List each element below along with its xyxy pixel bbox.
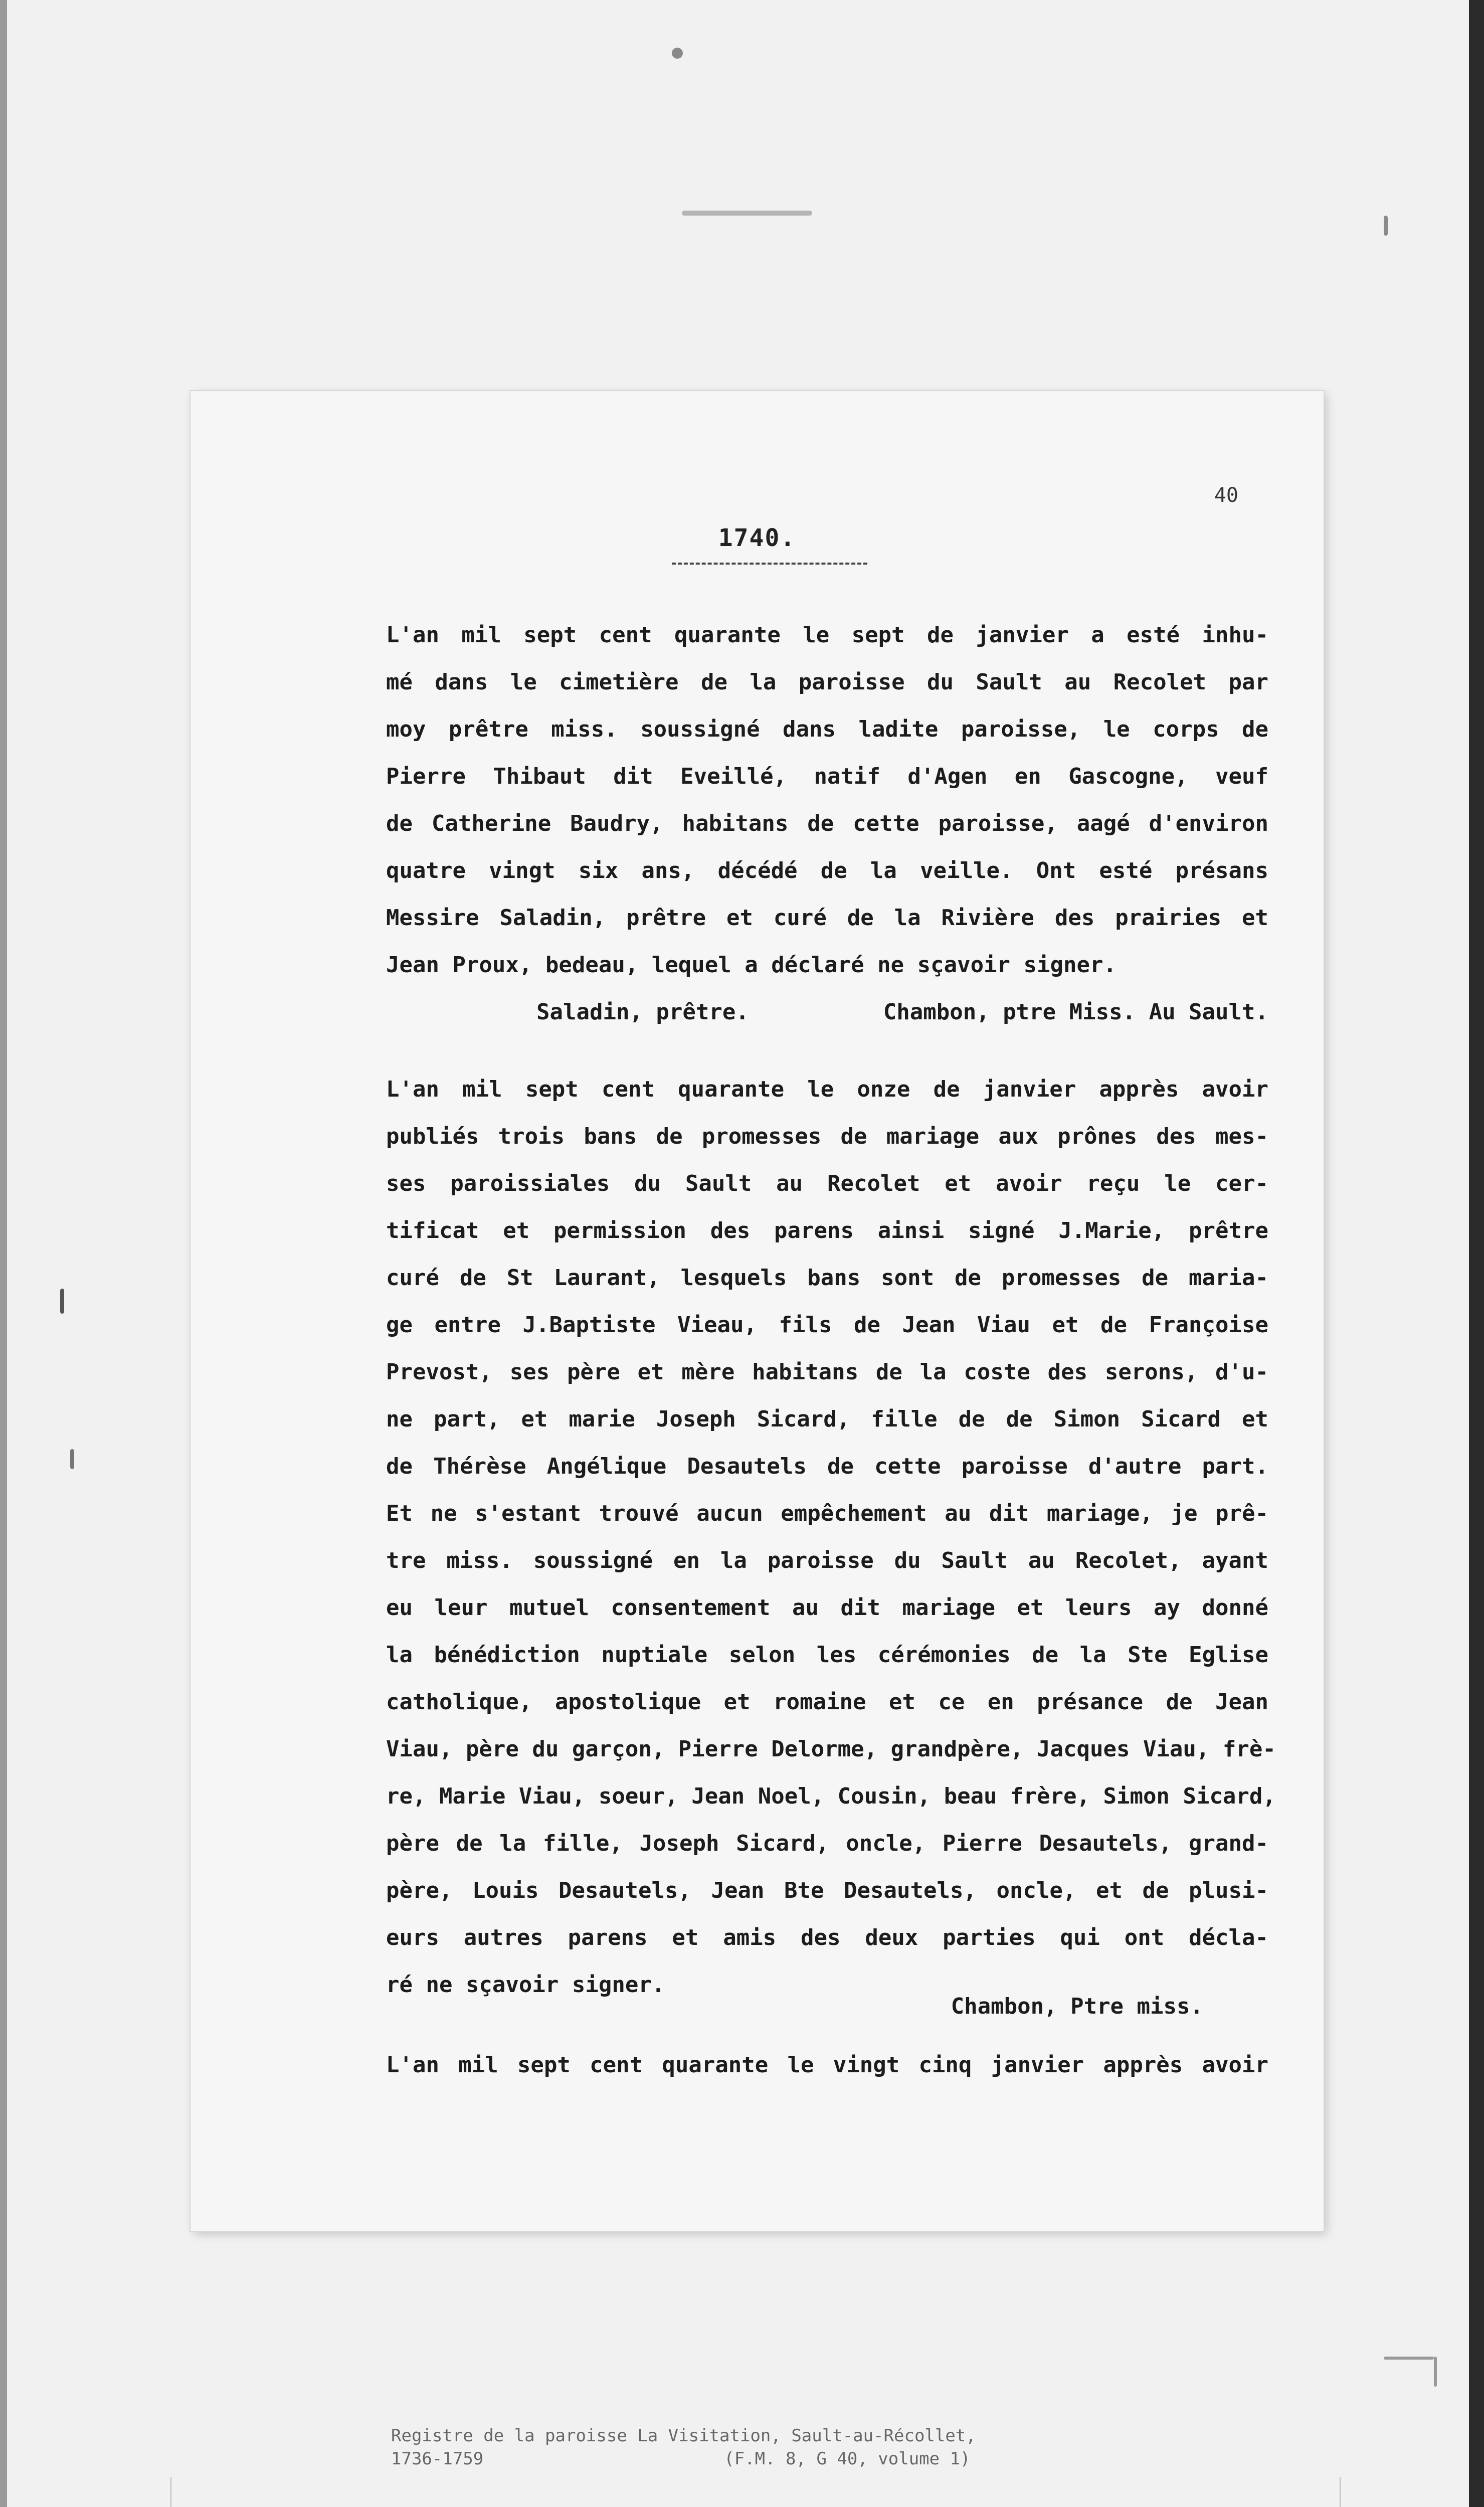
- entry-line: curé de St Laurant, lesquels bans sont de promesses de maria-: [386, 1265, 1268, 1291]
- entry-line: la bénédiction nuptiale selon les cérémonies de la Ste Eglise: [386, 1642, 1268, 1668]
- entry-line: Jean Proux, bedeau, lequel a déclaré ne sçavoir signer.: [386, 952, 1117, 978]
- source-caption: [391, 2424, 976, 2470]
- signature-row: [386, 989, 1268, 1036]
- entry-line: eurs autres parens et amis des deux parties qui ont décla-: [386, 1925, 1268, 1950]
- entry-line: Messire Saladin, prêtre et curé de la Rivière des prairies et: [386, 905, 1268, 931]
- entry-gap: [386, 1036, 1268, 1066]
- caption-line-1: Registre de la paroisse La Visitation, Sault-au-Récollet,: [391, 2426, 976, 2446]
- entry-line: ge entre J.Baptiste Vieau, fils de Jean Viau et de Françoise: [386, 1312, 1268, 1338]
- caption-reference: (F.M. 8, G 40, volume 1): [724, 2449, 971, 2469]
- entry-gap: [386, 2022, 1268, 2042]
- next-entry: [386, 2042, 1268, 2089]
- entry-line: tificat et permission des parens ainsi signé J.Marie, prêtre: [386, 1218, 1268, 1243]
- year-heading: 1740.: [718, 524, 796, 552]
- entry-line: mé dans le cimetière de la paroisse du Sault au Recolet par: [386, 669, 1268, 695]
- entry-line: de Catherine Baudry, habitans de cette paroisse, aagé d'environ: [386, 811, 1268, 836]
- entry-line: ne part, et marie Joseph Sicard, fille de de Simon Sicard et: [386, 1406, 1268, 1432]
- film-speck: [70, 1449, 74, 1469]
- caption-line-2: [391, 2447, 976, 2470]
- entry-line: L'an mil sept cent quarante le sept de janvier a esté inhu-: [386, 622, 1268, 648]
- film-speck: [1384, 2357, 1434, 2360]
- entry-line: père de la fille, Joseph Sicard, oncle, Pierre Desautels, grand-: [386, 1831, 1268, 1856]
- heading-underline: [672, 563, 867, 565]
- archives-stamp-frame: [170, 2477, 1341, 2507]
- entry-line: Pierre Thibaut dit Eveillé, natif d'Agen en Gascogne, veuf: [386, 764, 1268, 789]
- entry-line: moy prêtre miss. soussigné dans ladite paroisse, le corps de: [386, 717, 1268, 742]
- film-speck: [60, 1289, 64, 1314]
- film-speck: [1434, 2357, 1437, 2387]
- entry-line: catholique, apostolique et romaine et ce en présance de Jean: [386, 1689, 1268, 1715]
- entry-line: Viau, père du garçon, Pierre Delorme, grandpère, Jacques Viau, frè-: [386, 1736, 1276, 1762]
- signature-chambon: Chambon, ptre Miss. Au Sault.: [883, 999, 1268, 1025]
- entry-line: de Thérèse Angélique Desautels de cette paroisse d'autre part.: [386, 1454, 1268, 1479]
- entry-line: Et ne s'estant trouvé aucun empêchement au dit mariage, je prê-: [386, 1501, 1268, 1526]
- entry-line: re, Marie Viau, soeur, Jean Noel, Cousin, beau frère, Simon Sicard,: [386, 1783, 1276, 1809]
- film-speck: [672, 48, 683, 59]
- entry-line: Prevost, ses père et mère habitans de la coste des serons, d'u-: [386, 1359, 1268, 1385]
- register-page: [191, 391, 1324, 2231]
- entry-line: publiés trois bans de promesses de mariage aux prônes des mes-: [386, 1124, 1268, 1149]
- marriage-entry: [386, 1066, 1276, 2022]
- entry-line: quatre vingt six ans, décédé de la veille. Ont esté présans: [386, 858, 1268, 883]
- caption-dates: 1736-1759: [391, 2449, 484, 2469]
- entry-line: ses paroissiales du Sault au Recolet et avoir reçu le cer-: [386, 1171, 1268, 1196]
- page-number: 40: [1214, 484, 1238, 507]
- entry-line: tre miss. soussigné en la paroisse du Sault au Recolet, ayant: [386, 1548, 1268, 1573]
- register-entries: [386, 612, 1276, 2089]
- film-speck: [1384, 216, 1388, 236]
- signature-chambon: Chambon, Ptre miss.: [951, 1994, 1203, 2019]
- entry-line: eu leur mutuel consentement au dit mariage et leurs ay donné: [386, 1595, 1268, 1621]
- burial-entry: [386, 612, 1268, 1036]
- film-speck: [682, 211, 812, 216]
- signature-saladin: Saladin, prêtre.: [536, 999, 749, 1025]
- entry-line: ré ne sçavoir signer.: [386, 1972, 665, 1998]
- entry-line: L'an mil sept cent quarante le vingt cinq janvier apprès avoir: [386, 2052, 1268, 2078]
- entry-line: L'an mil sept cent quarante le onze de janvier apprès avoir: [386, 1077, 1268, 1102]
- entry-line: père, Louis Desautels, Jean Bte Desautels, oncle, et de plusi-: [386, 1878, 1268, 1903]
